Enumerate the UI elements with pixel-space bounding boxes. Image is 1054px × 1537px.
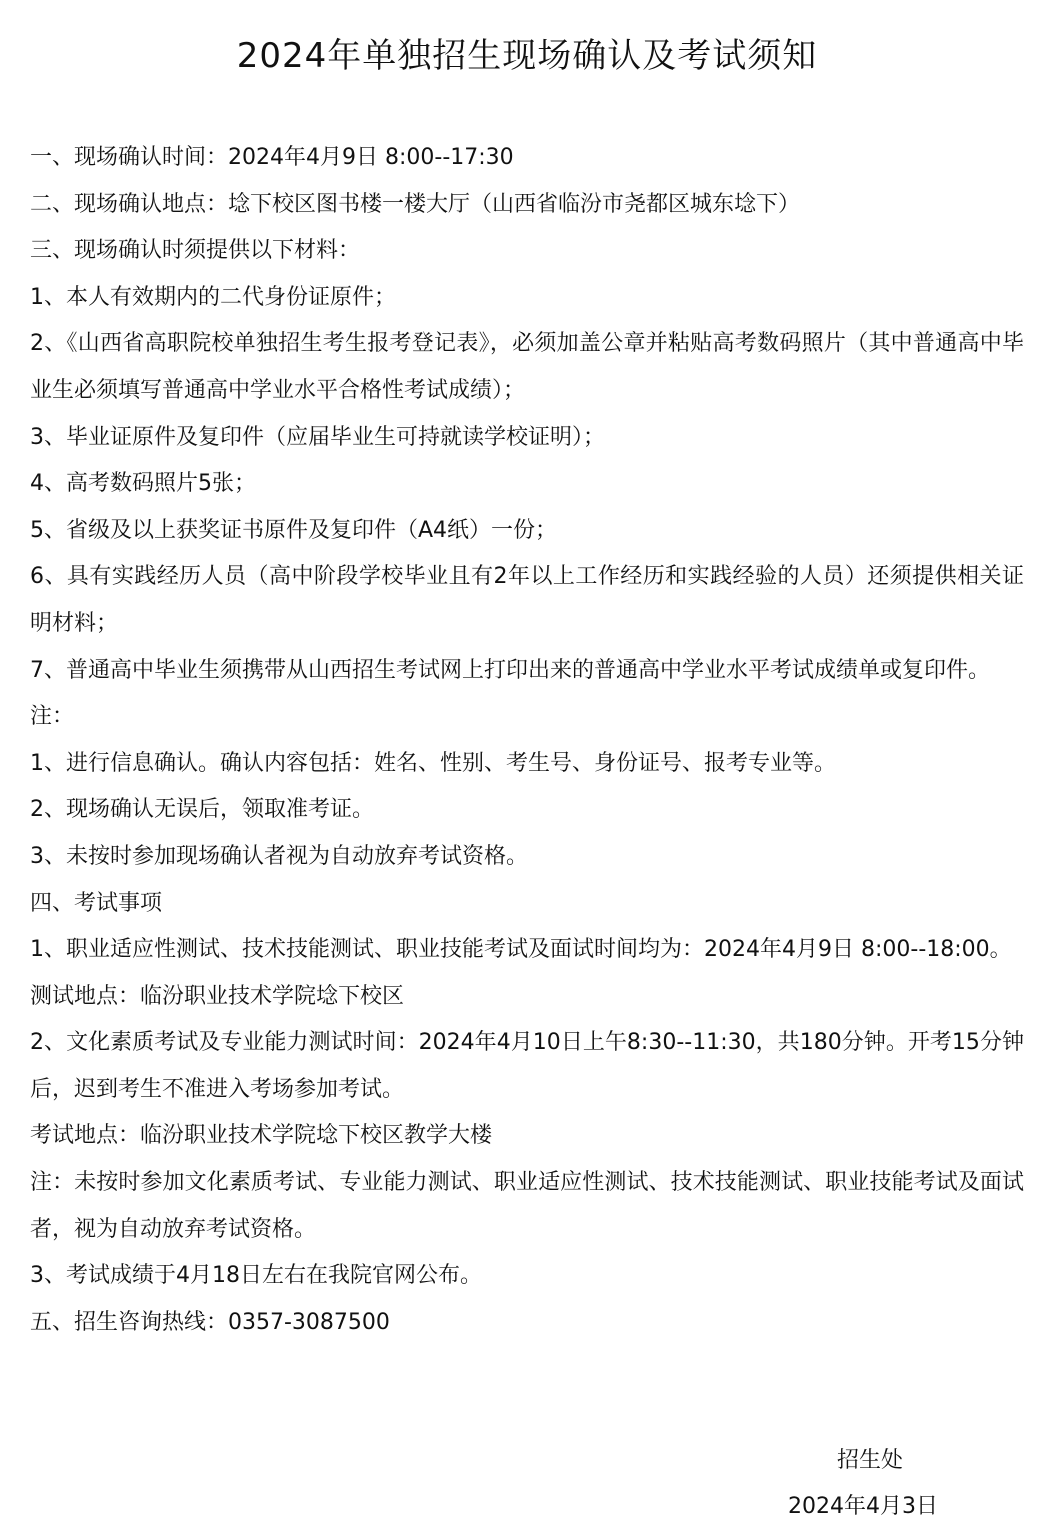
material-item: 7、普通高中毕业生须携带从山西招生考试网上打印出来的普通高中学业水平考试成绩单或复印件。 (30, 657, 991, 683)
material-item: 2、《山西省高职院校单独招生考生报考登记表》，必须加盖公章并粘贴高考数码照片（其中普通高中毕业生必须填写普通高中学业水平合格性考试成绩）； (30, 331, 1024, 403)
material-item: 5、省级及以上获奖证书原件及复印件（A4纸）一份； (30, 517, 558, 543)
signature-date: 2024年4月3日 (788, 1494, 938, 1519)
material-item: 4、高考数码照片5张； (30, 471, 256, 497)
material-item: 3、毕业证原件及复印件（应届毕业生可持就读学校证明）； (30, 424, 605, 450)
exam-item: 2、文化素质考试及专业能力测试时间：2024年4月10日上午8:30--11:30，共180分钟。开考15分钟后，迟到考生不准进入考场参加考试。 (30, 1030, 1024, 1102)
signature-office: 招生处 (837, 1448, 904, 1473)
page-title: 2024年单独招生现场确认及考试须知 (236, 36, 818, 76)
notice-body (30, 135, 1024, 1346)
note-item: 3、未按时参加现场确认者视为自动放弃考试资格。 (30, 843, 528, 869)
hotline: 五、招生咨询热线：0357-3087500 (30, 1309, 390, 1335)
confirm-time: 一、现场确认时间：2024年4月9日 8:00--17:30 (30, 145, 514, 170)
materials-heading: 三、现场确认时须提供以下材料： (30, 238, 361, 264)
exam-note: 注：未按时参加文化素质考试、专业能力测试、职业适应性测试、技术技能测试、职业技能考试及面试者，视为自动放弃考试资格。 (30, 1170, 1024, 1242)
exam-heading: 四、考试事项 (30, 890, 163, 916)
note-item: 2、现场确认无误后，领取准考证。 (30, 797, 374, 823)
material-item: 6、具有实践经历人员（高中阶段学校毕业且有2年以上工作经历和实践经验的人员）还须提供相关证明材料； (30, 564, 1024, 636)
note-heading: 注： (30, 704, 75, 730)
note-item: 1、进行信息确认。确认内容包括：姓名、性别、考生号、身份证号、报考专业等。 (30, 750, 836, 776)
exam-place: 测试地点：临汾职业技术学院埝下校区 (30, 983, 405, 1009)
material-item: 1、本人有效期内的二代身份证原件； (30, 284, 396, 310)
exam-place: 考试地点：临汾职业技术学院埝下校区教学大楼 (30, 1123, 493, 1149)
exam-item: 3、考试成绩于4月18日左右在我院官网公布。 (30, 1263, 482, 1289)
exam-item: 1、职业适应性测试、技术技能测试、职业技能考试及面试时间均为：2024年4月9日 8:00--18:00。 (30, 937, 1012, 963)
confirm-place: 二、现场确认地点：埝下校区图书楼一楼大厅（山西省临汾市尧都区城东埝下） (30, 191, 801, 217)
